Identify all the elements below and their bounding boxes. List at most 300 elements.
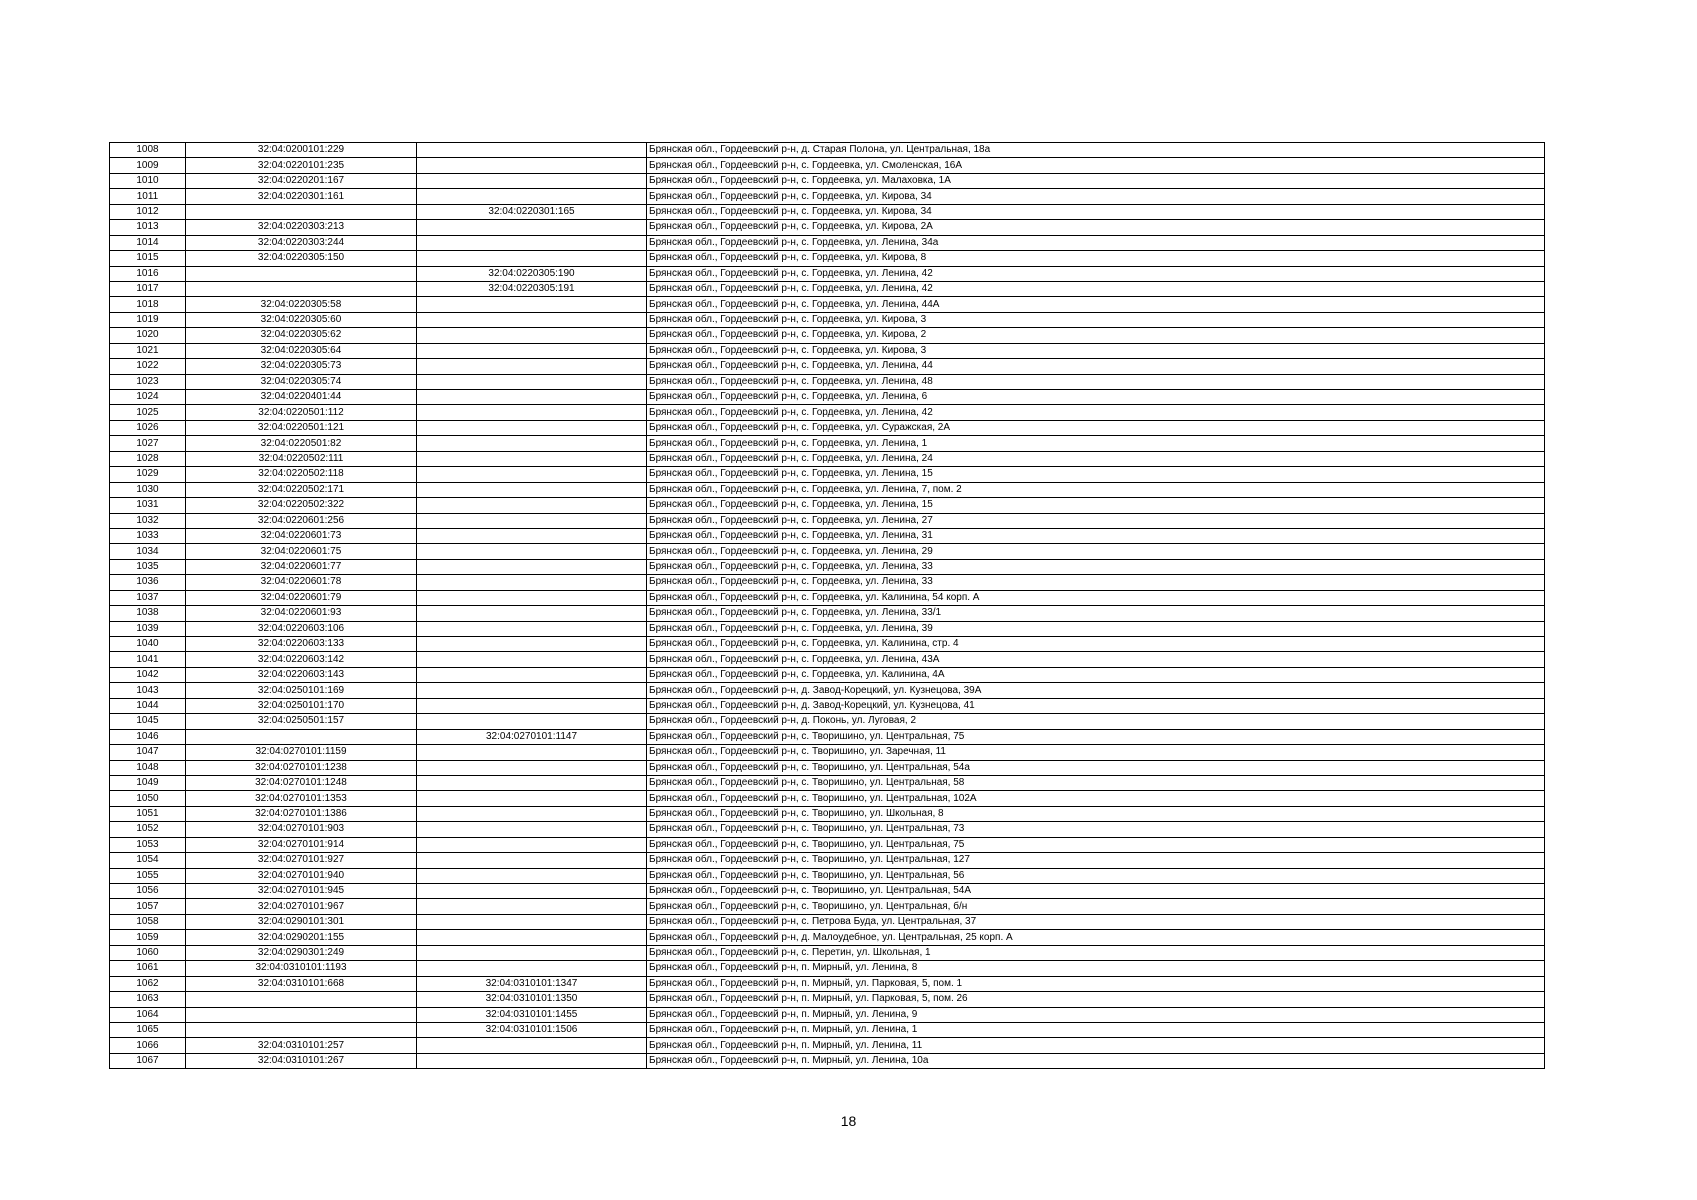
table-row <box>110 328 1545 343</box>
row-number-cell: 1038 <box>110 606 186 621</box>
row-number-cell: 1029 <box>110 467 186 482</box>
table-row <box>110 436 1545 451</box>
cadastral-number-cell: 32:04:0270101:1248 <box>186 775 417 790</box>
table-row <box>110 683 1545 698</box>
table-row <box>110 652 1545 667</box>
row-number-cell: 1062 <box>110 976 186 991</box>
linked-cadastral-number-cell <box>417 698 647 713</box>
cadastral-number-cell: 32:04:0220603:133 <box>186 637 417 652</box>
table-row <box>110 204 1545 219</box>
table-row <box>110 405 1545 420</box>
address-cell: Брянская обл., Гордеевский р-н, д. Завод-Корецкий, ул. Кузнецова, 39А <box>647 683 1545 698</box>
table-row <box>110 251 1545 266</box>
linked-cadastral-number-cell <box>417 806 647 821</box>
table-row <box>110 1038 1545 1053</box>
address-cell: Брянская обл., Гордеевский р-н, с. Гордеевка, ул. Ленина, 42 <box>647 281 1545 296</box>
table-row <box>110 899 1545 914</box>
row-number-cell: 1057 <box>110 899 186 914</box>
cadastral-number-cell: 32:04:0220305:58 <box>186 297 417 312</box>
table-row <box>110 528 1545 543</box>
table-row <box>110 281 1545 296</box>
linked-cadastral-number-cell <box>417 575 647 590</box>
row-number-cell: 1041 <box>110 652 186 667</box>
address-cell: Брянская обл., Гордеевский р-н, с. Гордеевка, ул. Ленина, 33 <box>647 559 1545 574</box>
table-row <box>110 297 1545 312</box>
linked-cadastral-number-cell <box>417 683 647 698</box>
cadastral-number-cell: 32:04:0270101:1353 <box>186 791 417 806</box>
table-row <box>110 914 1545 929</box>
address-cell: Брянская обл., Гордеевский р-н, с. Творишино, ул. Центральная, 54а <box>647 760 1545 775</box>
address-cell: Брянская обл., Гордеевский р-н, с. Гордеевка, ул. Кирова, 3 <box>647 312 1545 327</box>
cadastral-number-cell: 32:04:0250501:157 <box>186 714 417 729</box>
linked-cadastral-number-cell: 32:04:0310101:1347 <box>417 976 647 991</box>
table-row <box>110 467 1545 482</box>
address-cell: Брянская обл., Гордеевский р-н, с. Гордеевка, ул. Ленина, 29 <box>647 544 1545 559</box>
linked-cadastral-number-cell <box>417 158 647 173</box>
cadastral-number-cell: 32:04:0270101:940 <box>186 868 417 883</box>
linked-cadastral-number-cell <box>417 235 647 250</box>
cadastral-number-cell: 32:04:0220401:44 <box>186 390 417 405</box>
linked-cadastral-number-cell <box>417 343 647 358</box>
table-row <box>110 992 1545 1007</box>
row-number-cell: 1043 <box>110 683 186 698</box>
linked-cadastral-number-cell <box>417 590 647 605</box>
table-row <box>110 853 1545 868</box>
row-number-cell: 1021 <box>110 343 186 358</box>
table-row <box>110 590 1545 605</box>
row-number-cell: 1048 <box>110 760 186 775</box>
table-row <box>110 513 1545 528</box>
cadastral-number-cell: 32:04:0220502:111 <box>186 451 417 466</box>
row-number-cell: 1008 <box>110 143 186 158</box>
address-cell: Брянская обл., Гордеевский р-н, с. Гордеевка, ул. Ленина, 6 <box>647 390 1545 405</box>
linked-cadastral-number-cell: 32:04:0310101:1506 <box>417 1022 647 1037</box>
cadastral-number-cell: 32:04:0270101:967 <box>186 899 417 914</box>
row-number-cell: 1026 <box>110 420 186 435</box>
table-row <box>110 143 1545 158</box>
row-number-cell: 1027 <box>110 436 186 451</box>
linked-cadastral-number-cell <box>417 189 647 204</box>
cadastral-number-cell: 32:04:0220601:73 <box>186 528 417 543</box>
row-number-cell: 1023 <box>110 374 186 389</box>
linked-cadastral-number-cell <box>417 420 647 435</box>
row-number-cell: 1061 <box>110 961 186 976</box>
row-number-cell: 1020 <box>110 328 186 343</box>
row-number-cell: 1036 <box>110 575 186 590</box>
table-row <box>110 1007 1545 1022</box>
table-row <box>110 1053 1545 1068</box>
cadastral-number-cell: 32:04:0220601:79 <box>186 590 417 605</box>
address-cell: Брянская обл., Гордеевский р-н, с. Гордеевка, ул. Ленина, 42 <box>647 266 1545 281</box>
table-row <box>110 359 1545 374</box>
row-number-cell: 1034 <box>110 544 186 559</box>
linked-cadastral-number-cell <box>417 621 647 636</box>
table-row <box>110 420 1545 435</box>
row-number-cell: 1064 <box>110 1007 186 1022</box>
row-number-cell: 1016 <box>110 266 186 281</box>
linked-cadastral-number-cell <box>417 251 647 266</box>
row-number-cell: 1060 <box>110 945 186 960</box>
cadastral-number-cell <box>186 281 417 296</box>
linked-cadastral-number-cell <box>417 930 647 945</box>
address-cell: Брянская обл., Гордеевский р-н, с. Творишино, ул. Центральная, б/н <box>647 899 1545 914</box>
linked-cadastral-number-cell <box>417 220 647 235</box>
cadastral-number-cell: 32:04:0220601:78 <box>186 575 417 590</box>
row-number-cell: 1056 <box>110 884 186 899</box>
address-cell: Брянская обл., Гордеевский р-н, п. Мирный, ул. Парковая, 5, пом. 26 <box>647 992 1545 1007</box>
linked-cadastral-number-cell: 32:04:0220305:190 <box>417 266 647 281</box>
table-row <box>110 976 1545 991</box>
row-number-cell: 1050 <box>110 791 186 806</box>
cadastral-number-cell: 32:04:0290101:301 <box>186 914 417 929</box>
row-number-cell: 1059 <box>110 930 186 945</box>
row-number-cell: 1019 <box>110 312 186 327</box>
cadastral-number-cell <box>186 992 417 1007</box>
linked-cadastral-number-cell <box>417 637 647 652</box>
linked-cadastral-number-cell <box>417 745 647 760</box>
linked-cadastral-number-cell: 32:04:0310101:1350 <box>417 992 647 1007</box>
cadastral-number-cell: 32:04:0220305:73 <box>186 359 417 374</box>
row-number-cell: 1044 <box>110 698 186 713</box>
address-cell: Брянская обл., Гордеевский р-н, с. Гордеевка, ул. Ленина, 1 <box>647 436 1545 451</box>
address-cell: Брянская обл., Гордеевский р-н, с. Творишино, ул. Заречная, 11 <box>647 745 1545 760</box>
linked-cadastral-number-cell <box>417 652 647 667</box>
row-number-cell: 1058 <box>110 914 186 929</box>
table-row <box>110 806 1545 821</box>
linked-cadastral-number-cell <box>417 606 647 621</box>
row-number-cell: 1066 <box>110 1038 186 1053</box>
address-cell: Брянская обл., Гордеевский р-н, с. Гордеевка, ул. Ленина, 15 <box>647 498 1545 513</box>
address-cell: Брянская обл., Гордеевский р-н, с. Творишино, ул. Центральная, 56 <box>647 868 1545 883</box>
table-row <box>110 343 1545 358</box>
cadastral-number-cell: 32:04:0220603:143 <box>186 667 417 682</box>
table-body <box>110 143 1545 1069</box>
row-number-cell: 1028 <box>110 451 186 466</box>
cadastral-number-cell: 32:04:0220303:213 <box>186 220 417 235</box>
linked-cadastral-number-cell <box>417 868 647 883</box>
address-cell: Брянская обл., Гордеевский р-н, с. Гордеевка, ул. Ленина, 24 <box>647 451 1545 466</box>
table-row <box>110 822 1545 837</box>
linked-cadastral-number-cell <box>417 822 647 837</box>
linked-cadastral-number-cell <box>417 667 647 682</box>
linked-cadastral-number-cell <box>417 297 647 312</box>
table-row <box>110 729 1545 744</box>
address-cell: Брянская обл., Гордеевский р-н, с. Гордеевка, ул. Кирова, 3 <box>647 343 1545 358</box>
table-row <box>110 961 1545 976</box>
row-number-cell: 1009 <box>110 158 186 173</box>
row-number-cell: 1013 <box>110 220 186 235</box>
address-cell: Брянская обл., Гордеевский р-н, д. Поконь, ул. Луговая, 2 <box>647 714 1545 729</box>
address-cell: Брянская обл., Гордеевский р-н, п. Мирный, ул. Парковая, 5, пом. 1 <box>647 976 1545 991</box>
address-cell: Брянская обл., Гордеевский р-н, п. Мирный, ул. Ленина, 11 <box>647 1038 1545 1053</box>
address-cell: Брянская обл., Гордеевский р-н, с. Гордеевка, ул. Ленина, 31 <box>647 528 1545 543</box>
address-cell: Брянская обл., Гордеевский р-н, с. Творишино, ул. Центральная, 73 <box>647 822 1545 837</box>
cadastral-number-cell: 32:04:0270101:1238 <box>186 760 417 775</box>
address-cell: Брянская обл., Гордеевский р-н, с. Творишино, ул. Центральная, 75 <box>647 729 1545 744</box>
linked-cadastral-number-cell <box>417 559 647 574</box>
cadastral-number-cell: 32:04:0220603:142 <box>186 652 417 667</box>
table-row <box>110 868 1545 883</box>
address-cell: Брянская обл., Гордеевский р-н, с. Гордеевка, ул. Ленина, 33/1 <box>647 606 1545 621</box>
linked-cadastral-number-cell <box>417 143 647 158</box>
address-cell: Брянская обл., Гордеевский р-н, с. Творишино, ул. Центральная, 127 <box>647 853 1545 868</box>
table-row <box>110 930 1545 945</box>
address-cell: Брянская обл., Гордеевский р-н, с. Гордеевка, ул. Ленина, 43А <box>647 652 1545 667</box>
cadastral-number-cell: 32:04:0220501:82 <box>186 436 417 451</box>
address-cell: Брянская обл., Гордеевский р-н, с. Гордеевка, ул. Калинина, стр. 4 <box>647 637 1545 652</box>
table-row <box>110 791 1545 806</box>
address-cell: Брянская обл., Гордеевский р-н, с. Гордеевка, ул. Суражская, 2А <box>647 420 1545 435</box>
address-cell: Брянская обл., Гордеевский р-н, с. Гордеевка, ул. Ленина, 39 <box>647 621 1545 636</box>
linked-cadastral-number-cell: 32:04:0220301:165 <box>417 204 647 219</box>
address-cell: Брянская обл., Гордеевский р-н, с. Гордеевка, ул. Ленина, 33 <box>647 575 1545 590</box>
cadastral-number-cell: 32:04:0220201:167 <box>186 173 417 188</box>
linked-cadastral-number-cell <box>417 359 647 374</box>
cadastral-number-cell: 32:04:0270101:903 <box>186 822 417 837</box>
table-row <box>110 775 1545 790</box>
row-number-cell: 1040 <box>110 637 186 652</box>
linked-cadastral-number-cell <box>417 374 647 389</box>
linked-cadastral-number-cell <box>417 1038 647 1053</box>
table-row <box>110 714 1545 729</box>
address-cell: Брянская обл., Гордеевский р-н, с. Творишино, ул. Центральная, 58 <box>647 775 1545 790</box>
table-row <box>110 451 1545 466</box>
row-number-cell: 1012 <box>110 204 186 219</box>
cadastral-number-cell: 32:04:0270101:1159 <box>186 745 417 760</box>
cadastral-number-cell: 32:04:0220601:256 <box>186 513 417 528</box>
linked-cadastral-number-cell <box>417 451 647 466</box>
linked-cadastral-number-cell <box>417 760 647 775</box>
table-row <box>110 498 1545 513</box>
linked-cadastral-number-cell <box>417 467 647 482</box>
cadastral-number-cell <box>186 729 417 744</box>
linked-cadastral-number-cell <box>417 528 647 543</box>
table-row <box>110 606 1545 621</box>
address-cell: Брянская обл., Гордеевский р-н, с. Гордеевка, ул. Малаховка, 1А <box>647 173 1545 188</box>
row-number-cell: 1031 <box>110 498 186 513</box>
cadastral-number-cell: 32:04:0220601:75 <box>186 544 417 559</box>
cadastral-number-cell <box>186 204 417 219</box>
row-number-cell: 1010 <box>110 173 186 188</box>
cadastral-number-cell: 32:04:0220305:60 <box>186 312 417 327</box>
cadastral-number-cell: 32:04:0220502:118 <box>186 467 417 482</box>
address-cell: Брянская обл., Гордеевский р-н, с. Гордеевка, ул. Ленина, 34а <box>647 235 1545 250</box>
linked-cadastral-number-cell <box>417 837 647 852</box>
row-number-cell: 1042 <box>110 667 186 682</box>
row-number-cell: 1025 <box>110 405 186 420</box>
row-number-cell: 1024 <box>110 390 186 405</box>
cadastral-number-cell: 32:04:0310101:1193 <box>186 961 417 976</box>
address-cell: Брянская обл., Гордеевский р-н, п. Мирный, ул. Ленина, 8 <box>647 961 1545 976</box>
row-number-cell: 1065 <box>110 1022 186 1037</box>
cadastral-number-cell: 32:04:0250101:169 <box>186 683 417 698</box>
table-row <box>110 158 1545 173</box>
cadastral-number-cell: 32:04:0310101:267 <box>186 1053 417 1068</box>
address-cell: Брянская обл., Гордеевский р-н, с. Гордеевка, ул. Смоленская, 16А <box>647 158 1545 173</box>
cadastral-number-cell <box>186 1007 417 1022</box>
table-row <box>110 173 1545 188</box>
address-cell: Брянская обл., Гордеевский р-н, с. Гордеевка, ул. Ленина, 48 <box>647 374 1545 389</box>
address-cell: Брянская обл., Гордеевский р-н, с. Гордеевка, ул. Ленина, 44А <box>647 297 1545 312</box>
table-row <box>110 945 1545 960</box>
address-cell: Брянская обл., Гордеевский р-н, с. Творишино, ул. Школьная, 8 <box>647 806 1545 821</box>
address-cell: Брянская обл., Гордеевский р-н, п. Мирный, ул. Ленина, 1 <box>647 1022 1545 1037</box>
row-number-cell: 1039 <box>110 621 186 636</box>
table-row <box>110 698 1545 713</box>
cadastral-number-cell: 32:04:0270101:1386 <box>186 806 417 821</box>
cadastral-number-cell: 32:04:0220303:244 <box>186 235 417 250</box>
cadastral-number-cell: 32:04:0220301:161 <box>186 189 417 204</box>
row-number-cell: 1051 <box>110 806 186 821</box>
row-number-cell: 1033 <box>110 528 186 543</box>
address-cell: Брянская обл., Гордеевский р-н, с. Петрова Буда, ул. Центральная, 37 <box>647 914 1545 929</box>
address-cell: Брянская обл., Гордеевский р-н, с. Гордеевка, ул. Ленина, 42 <box>647 405 1545 420</box>
row-number-cell: 1011 <box>110 189 186 204</box>
table-row <box>110 621 1545 636</box>
linked-cadastral-number-cell <box>417 775 647 790</box>
table-row <box>110 559 1545 574</box>
address-cell: Брянская обл., Гордеевский р-н, с. Гордеевка, ул. Калинина, 54 корп. А <box>647 590 1545 605</box>
linked-cadastral-number-cell: 32:04:0270101:1147 <box>417 729 647 744</box>
table-row <box>110 266 1545 281</box>
linked-cadastral-number-cell: 32:04:0220305:191 <box>417 281 647 296</box>
cadastral-number-cell: 32:04:0310101:257 <box>186 1038 417 1053</box>
row-number-cell: 1032 <box>110 513 186 528</box>
row-number-cell: 1015 <box>110 251 186 266</box>
cadastral-number-cell: 32:04:0220603:106 <box>186 621 417 636</box>
row-number-cell: 1037 <box>110 590 186 605</box>
address-cell: Брянская обл., Гордеевский р-н, п. Мирный, ул. Ленина, 10а <box>647 1053 1545 1068</box>
table-row <box>110 220 1545 235</box>
cadastral-number-cell: 32:04:0200101:229 <box>186 143 417 158</box>
address-cell: Брянская обл., Гордеевский р-н, с. Перетин, ул. Школьная, 1 <box>647 945 1545 960</box>
address-cell: Брянская обл., Гордеевский р-н, д. Завод-Корецкий, ул. Кузнецова, 41 <box>647 698 1545 713</box>
cadastral-number-cell: 32:04:0220601:93 <box>186 606 417 621</box>
data-table <box>109 142 1545 1069</box>
row-number-cell: 1017 <box>110 281 186 296</box>
row-number-cell: 1054 <box>110 853 186 868</box>
cadastral-number-cell <box>186 1022 417 1037</box>
linked-cadastral-number-cell <box>417 328 647 343</box>
table-row <box>110 667 1545 682</box>
linked-cadastral-number-cell <box>417 498 647 513</box>
linked-cadastral-number-cell <box>417 390 647 405</box>
linked-cadastral-number-cell <box>417 884 647 899</box>
row-number-cell: 1063 <box>110 992 186 1007</box>
cadastral-number-cell: 32:04:0310101:668 <box>186 976 417 991</box>
table-row <box>110 837 1545 852</box>
table-row <box>110 544 1545 559</box>
cadastral-number-cell: 32:04:0220305:74 <box>186 374 417 389</box>
cadastral-number-cell: 32:04:0220601:77 <box>186 559 417 574</box>
linked-cadastral-number-cell <box>417 899 647 914</box>
linked-cadastral-number-cell <box>417 1053 647 1068</box>
cadastral-number-cell: 32:04:0220101:235 <box>186 158 417 173</box>
cadastral-number-cell: 32:04:0270101:914 <box>186 837 417 852</box>
address-cell: Брянская обл., Гордеевский р-н, с. Гордеевка, ул. Кирова, 2А <box>647 220 1545 235</box>
cadastral-number-cell: 32:04:0290201:155 <box>186 930 417 945</box>
linked-cadastral-number-cell <box>417 914 647 929</box>
row-number-cell: 1022 <box>110 359 186 374</box>
row-number-cell: 1052 <box>110 822 186 837</box>
row-number-cell: 1046 <box>110 729 186 744</box>
address-cell: Брянская обл., Гордеевский р-н, д. Малоудебное, ул. Центральная, 25 корп. А <box>647 930 1545 945</box>
table-row <box>110 745 1545 760</box>
table-row <box>110 482 1545 497</box>
cadastral-number-cell <box>186 266 417 281</box>
address-cell: Брянская обл., Гордеевский р-н, с. Творишино, ул. Центральная, 54А <box>647 884 1545 899</box>
row-number-cell: 1067 <box>110 1053 186 1068</box>
cadastral-number-cell: 32:04:0220501:121 <box>186 420 417 435</box>
table-row <box>110 189 1545 204</box>
address-cell: Брянская обл., Гордеевский р-н, с. Гордеевка, ул. Ленина, 44 <box>647 359 1545 374</box>
row-number-cell: 1030 <box>110 482 186 497</box>
table-row <box>110 1022 1545 1037</box>
address-cell: Брянская обл., Гордеевский р-н, с. Гордеевка, ул. Ленина, 7, пом. 2 <box>647 482 1545 497</box>
address-cell: Брянская обл., Гордеевский р-н, с. Творишино, ул. Центральная, 102А <box>647 791 1545 806</box>
cadastral-number-cell: 32:04:0220305:62 <box>186 328 417 343</box>
address-cell: Брянская обл., Гордеевский р-н, с. Гордеевка, ул. Ленина, 15 <box>647 467 1545 482</box>
table-row <box>110 235 1545 250</box>
table-row <box>110 760 1545 775</box>
address-cell: Брянская обл., Гордеевский р-н, с. Гордеевка, ул. Кирова, 8 <box>647 251 1545 266</box>
address-cell: Брянская обл., Гордеевский р-н, д. Старая Полона, ул. Центральная, 18а <box>647 143 1545 158</box>
cadastral-number-cell: 32:04:0220305:64 <box>186 343 417 358</box>
address-cell: Брянская обл., Гордеевский р-н, с. Гордеевка, ул. Кирова, 34 <box>647 204 1545 219</box>
row-number-cell: 1014 <box>110 235 186 250</box>
linked-cadastral-number-cell <box>417 436 647 451</box>
cadastral-number-cell: 32:04:0290301:249 <box>186 945 417 960</box>
linked-cadastral-number-cell <box>417 513 647 528</box>
linked-cadastral-number-cell <box>417 312 647 327</box>
linked-cadastral-number-cell: 32:04:0310101:1455 <box>417 1007 647 1022</box>
cadastral-number-cell: 32:04:0220502:171 <box>186 482 417 497</box>
address-cell: Брянская обл., Гордеевский р-н, с. Гордеевка, ул. Калинина, 4А <box>647 667 1545 682</box>
cadastral-number-cell: 32:04:0220502:322 <box>186 498 417 513</box>
address-cell: Брянская обл., Гордеевский р-н, с. Творишино, ул. Центральная, 75 <box>647 837 1545 852</box>
table-row <box>110 312 1545 327</box>
row-number-cell: 1047 <box>110 745 186 760</box>
row-number-cell: 1035 <box>110 559 186 574</box>
linked-cadastral-number-cell <box>417 405 647 420</box>
cadastral-number-cell: 32:04:0220501:112 <box>186 405 417 420</box>
linked-cadastral-number-cell <box>417 961 647 976</box>
linked-cadastral-number-cell <box>417 173 647 188</box>
address-cell: Брянская обл., Гордеевский р-н, п. Мирный, ул. Ленина, 9 <box>647 1007 1545 1022</box>
table-row <box>110 575 1545 590</box>
address-cell: Брянская обл., Гордеевский р-н, с. Гордеевка, ул. Кирова, 2 <box>647 328 1545 343</box>
linked-cadastral-number-cell <box>417 482 647 497</box>
linked-cadastral-number-cell <box>417 791 647 806</box>
table-row <box>110 884 1545 899</box>
table-row <box>110 374 1545 389</box>
row-number-cell: 1053 <box>110 837 186 852</box>
cadastral-number-cell: 32:04:0270101:945 <box>186 884 417 899</box>
address-cell: Брянская обл., Гордеевский р-н, с. Гордеевка, ул. Ленина, 27 <box>647 513 1545 528</box>
address-cell: Брянская обл., Гордеевский р-н, с. Гордеевка, ул. Кирова, 34 <box>647 189 1545 204</box>
row-number-cell: 1055 <box>110 868 186 883</box>
table-row <box>110 390 1545 405</box>
table-row <box>110 637 1545 652</box>
row-number-cell: 1045 <box>110 714 186 729</box>
page-number: 18 <box>840 1113 857 1129</box>
row-number-cell: 1049 <box>110 775 186 790</box>
cadastral-number-cell: 32:04:0250101:170 <box>186 698 417 713</box>
linked-cadastral-number-cell <box>417 945 647 960</box>
linked-cadastral-number-cell <box>417 714 647 729</box>
cadastral-number-cell: 32:04:0270101:927 <box>186 853 417 868</box>
row-number-cell: 1018 <box>110 297 186 312</box>
